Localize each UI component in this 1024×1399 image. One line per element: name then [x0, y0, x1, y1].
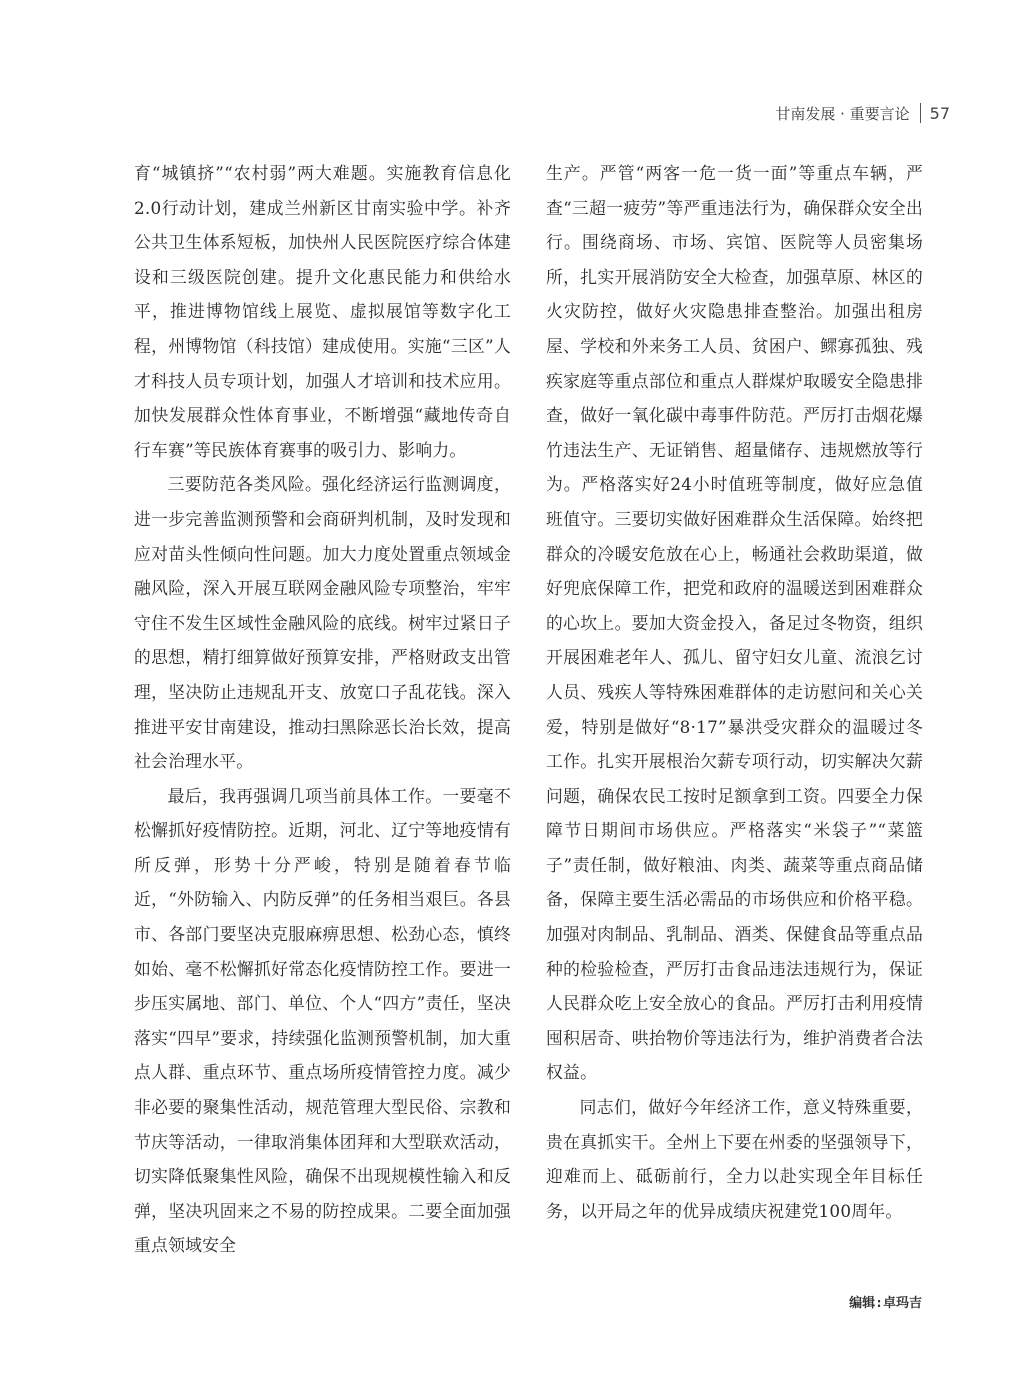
left-column: [134, 156, 511, 1263]
page-number: 57: [929, 103, 950, 123]
paragraph-risk-prevention: 三要防范各类风险。强化经济运行监测调度，进一步完善监测预警和会商研判机制，及时发现和应对苗头性倾向性问题。加大力度处置重点领域金融风险，深入开展互联网金融风险专项整治，牢牢守住不发生区域性金融风险的底线。树牢过紧日子的思想，精打细算做好预算安排，严格财政支出管理，坚决防止违规乱开支、放宽口子乱花钱。深入推进平安甘南建设，推动扫黑除恶长治长效，提高社会治理水平。: [134, 474, 511, 772]
paragraph-continued: 育“城镇挤”“农村弱”两大难题。实施教育信息化2.0行动计划，建成兰州新区甘南实验中学。补齐公共卫生体系短板，加快州人民医院医疗综合体建设和三级医院创建。提升文化惠民能力和供给水平，推进博物馆线上展览、虚拟展馆等数字化工程，州博物馆（科技馆）建成使用。实施“三区”人才科技人员专项计划，加强人才培训和技术应用。加快发展群众性体育事业，不断增强“藏地传奇自行车赛”等民族体育赛事的吸引力、影响力。: [134, 163, 511, 460]
paragraph-closing: 同志们，做好今年经济工作，意义特殊重要，贵在真抓实干。全州上下要在州委的坚强领导下，迎难而上、砥砺前行，全力以赴实现全年目标任务，以开局之年的优异成绩庆祝建党100周年。: [546, 1097, 923, 1221]
header-divider: [920, 103, 921, 123]
section-title: 甘南发展 · 重要言论: [775, 104, 910, 123]
paragraph-safety-production: 生产。严管“两客一危一货一面”等重点车辆，严查“三超一疲劳”等严重违法行为，确保群众安全出行。围绕商场、市场、宾馆、医院等人员密集场所，扎实开展消防安全大检查，加强草原、林区的火灾防控，做好火灾隐患排查整治。加强出租房屋、学校和外来务工人员、贫困户、鳏寡孤独、残疾家庭等重点部位和重点人群煤炉取暖安全隐患排查，做好一氧化碳中毒事件防范。严厉打击烟花爆竹违法生产、无证销售、超量储存、违规燃放等行为。严格落实好24小时值班等制度，做好应急值班值守。三要切实做好困难群众生活保障。始终把群众的冷暖安危放在心上，畅通社会救助渠道，做好兜底保障工作，把党和政府的温暖送到困难群众的心坎上。要加大资金投入，备足过冬物资，组织开展困难老年人、孤儿、留守妇女儿童、流浪乞讨人员、残疾人等特殊困难群体的走访慰问和关心关爱，特别是做好“8·17”暴洪受灾群众的温暖过冬工作。扎实开展根治欠薪专项行动，切实解决欠薪问题，确保农民工按时足额拿到工资。四要全力保障节日期间市场供应。严格落实“米袋子”“菜篮子”责任制，做好粮油、肉类、蔬菜等重点商品储备，保障主要生活必需品的市场供应和价格平稳。加强对肉制品、乳制品、酒类、保健食品等重点品种的检验检查，严厉打击食品违法违规行为，保证人民群众吃上安全放心的食品。严厉打击利用疫情囤积居奇、哄抬物价等违法行为，维护消费者合法权益。: [546, 163, 923, 1083]
running-header: [775, 101, 950, 125]
editor-credit: 编辑:卓玛吉: [849, 1296, 922, 1311]
right-column: [546, 156, 923, 1228]
paragraph-current-work: 最后，我再强调几项当前具体工作。一要毫不松懈抓好疫情防控。近期，河北、辽宁等地疫情有所反弹，形势十分严峻，特别是随着春节临近，“外防输入、内防反弹”的任务相当艰巨。各县市、各部门要坚决克服麻痹思想、松劲心态，慎终如始、毫不松懈抓好常态化疫情防控工作。要进一步压实属地、部门、单位、个人“四方”责任，坚决落实“四早”要求，持续强化监测预警机制，加大重点人群、重点环节、重点场所疫情管控力度。减少非必要的聚集性活动，规范管理大型民俗、宗教和节庆等活动，一律取消集体团拜和大型联欢活动，切实降低聚集性风险，确保不出现规模性输入和反弹，坚决巩固来之不易的防控成果。二要全面加强重点领域安全: [134, 785, 511, 1256]
